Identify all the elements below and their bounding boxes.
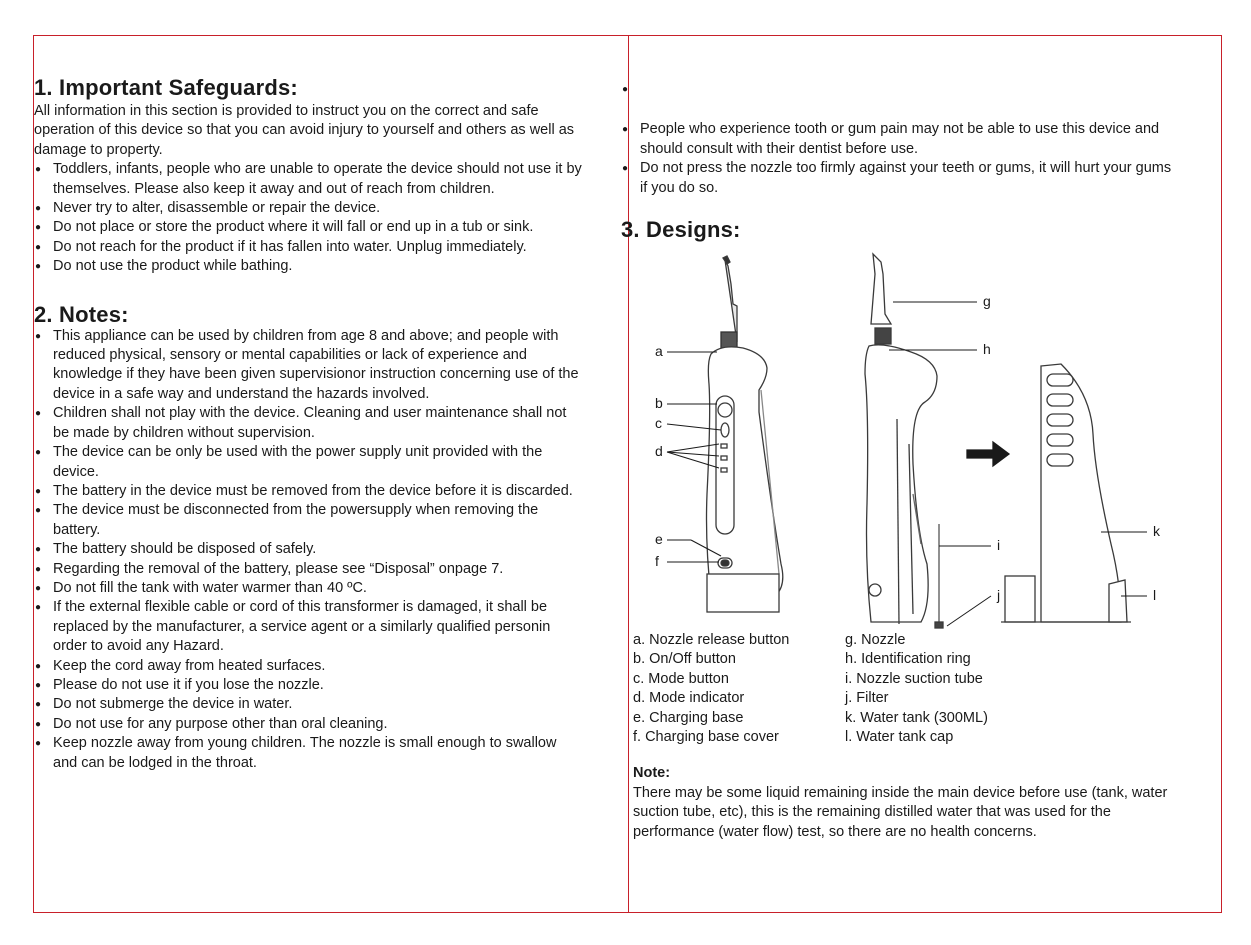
list-item-spacer xyxy=(621,99,1181,120)
legend-item: i. Nozzle suction tube xyxy=(845,670,983,687)
label-l: l xyxy=(1153,587,1157,604)
list-item: ● Do not use the product while bathing. xyxy=(34,257,582,276)
device-diagram-svg xyxy=(621,244,1181,639)
list-item: ● Please do not use it if you lose the nozzle. xyxy=(34,676,582,695)
notes-title: 2. Notes: xyxy=(34,301,129,327)
list-item: ● This appliance can be used by children from age 8 and above; and people with reduced physical, sensory or mental capabilities or lack of experience and knowledge if they have been given supervisionor instruction concerning use of the device in a safe way and understand the hazards involved. xyxy=(34,327,582,405)
label-g: g xyxy=(983,293,991,310)
notes-list xyxy=(34,327,582,773)
list-item: ● Do not use for any purpose other than oral cleaning. xyxy=(34,715,582,734)
list-item: ● The battery should be disposed of safely. xyxy=(34,540,582,559)
list-item: ● People who experience tooth or gum pain may not be able to use this device and should consult with their dentist before use. xyxy=(621,120,1181,159)
list-item: ● Do not press the nozzle too firmly against your teeth or gums, it will hurt your gums if you do so. xyxy=(621,159,1181,198)
legend-item: c. Mode button xyxy=(633,670,729,687)
label-h: h xyxy=(983,341,991,358)
label-j: j xyxy=(997,587,1001,604)
label-e: e xyxy=(655,531,663,548)
note-text: There may be some liquid remaining inside the main device before use (tank, water suction tube, etc), this is the remaining distilled water that was used for the performance (water flow) test, so there are no health concerns. xyxy=(633,784,1168,840)
list-item: ● The device can be only be used with the power supply unit provided with the device. xyxy=(34,443,582,482)
legend-item: h. Identification ring xyxy=(845,651,971,668)
note-section xyxy=(633,764,1181,842)
list-item: ● The device must be disconnected from the powersupply when removing the battery. xyxy=(34,501,582,540)
legend-item: d. Mode indicator xyxy=(633,690,745,707)
label-d: d xyxy=(655,443,663,460)
list-item: ● Do not submerge the device in water. xyxy=(34,695,582,714)
label-i: i xyxy=(997,537,1001,554)
label-c: c xyxy=(655,415,662,432)
label-b: b xyxy=(655,395,663,412)
left-column xyxy=(34,76,582,773)
list-item: ● Keep the cord away from heated surfaces. xyxy=(34,657,582,676)
list-item: ● Keep nozzle away from young children. The nozzle is small enough to swallow and can be lodged in the throat. xyxy=(34,734,582,773)
note-title: Note: xyxy=(633,765,671,782)
safeguards-list xyxy=(34,160,582,276)
label-k: k xyxy=(1153,523,1160,540)
label-f: f xyxy=(655,553,659,570)
legend-item: j. Filter xyxy=(845,690,889,707)
safeguards-intro: All information in this section is provided to instruct you on the correct and safe operation of this device so that you can avoid injury to yourself and others as well as damage to property. xyxy=(34,103,575,158)
side-view-device xyxy=(865,254,943,628)
front-view-device xyxy=(707,256,783,612)
list-item: ● Do not place or store the product where it will fall or end up in a tub or sink. xyxy=(34,218,582,237)
list-item: ● The battery in the device must be removed from the device before it is discarded. xyxy=(34,482,582,501)
parts-legend xyxy=(633,631,1181,747)
label-a: a xyxy=(655,343,663,360)
list-item: ● Never try to alter, disassemble or repair the device. xyxy=(34,199,582,218)
list-item: ● If the external flexible cable or cord of this transformer is damaged, it shall be replaced by the manufacturer, a service agent or a similarly qualified personin order to avoid any Hazard. xyxy=(34,598,582,656)
legend-right-column xyxy=(845,631,1075,747)
list-item: ● Do not fill the tank with water warmer than 40 ºC. xyxy=(34,579,582,598)
safeguards-title: 1. Important Safeguards: xyxy=(34,75,298,100)
legend-item: k. Water tank (300ML) xyxy=(845,709,988,726)
list-item: ● Regarding the removal of the battery, please see “Disposal” onpage 7. xyxy=(34,560,582,579)
list-item: ● Children shall not play with the device. Cleaning and user maintenance shall not be made by children without supervision. xyxy=(34,404,582,443)
device-diagram xyxy=(621,244,1181,639)
water-tank xyxy=(1001,364,1131,622)
designs-title: 3. Designs: xyxy=(621,217,741,243)
arrow-icon xyxy=(967,442,1009,466)
legend-item: a. Nozzle release button xyxy=(633,632,790,649)
right-column xyxy=(621,80,1181,842)
legend-item: g. Nozzle xyxy=(845,632,906,649)
legend-item: e. Charging base xyxy=(633,709,744,726)
legend-item: f. Charging base cover xyxy=(633,729,779,746)
list-item: ● Do not reach for the product if it has fallen into water. Unplug immediately. xyxy=(34,238,582,257)
legend-item: b. On/Off button xyxy=(633,651,736,668)
list-item xyxy=(621,80,1181,99)
list-item: ● Toddlers, infants, people who are unable to operate the device should not use it by themselves. Please also keep it away and out of reach from children. xyxy=(34,160,582,199)
legend-item: l. Water tank cap xyxy=(845,729,954,746)
notes-continued-list xyxy=(621,80,1181,198)
legend-left-column xyxy=(633,631,845,747)
